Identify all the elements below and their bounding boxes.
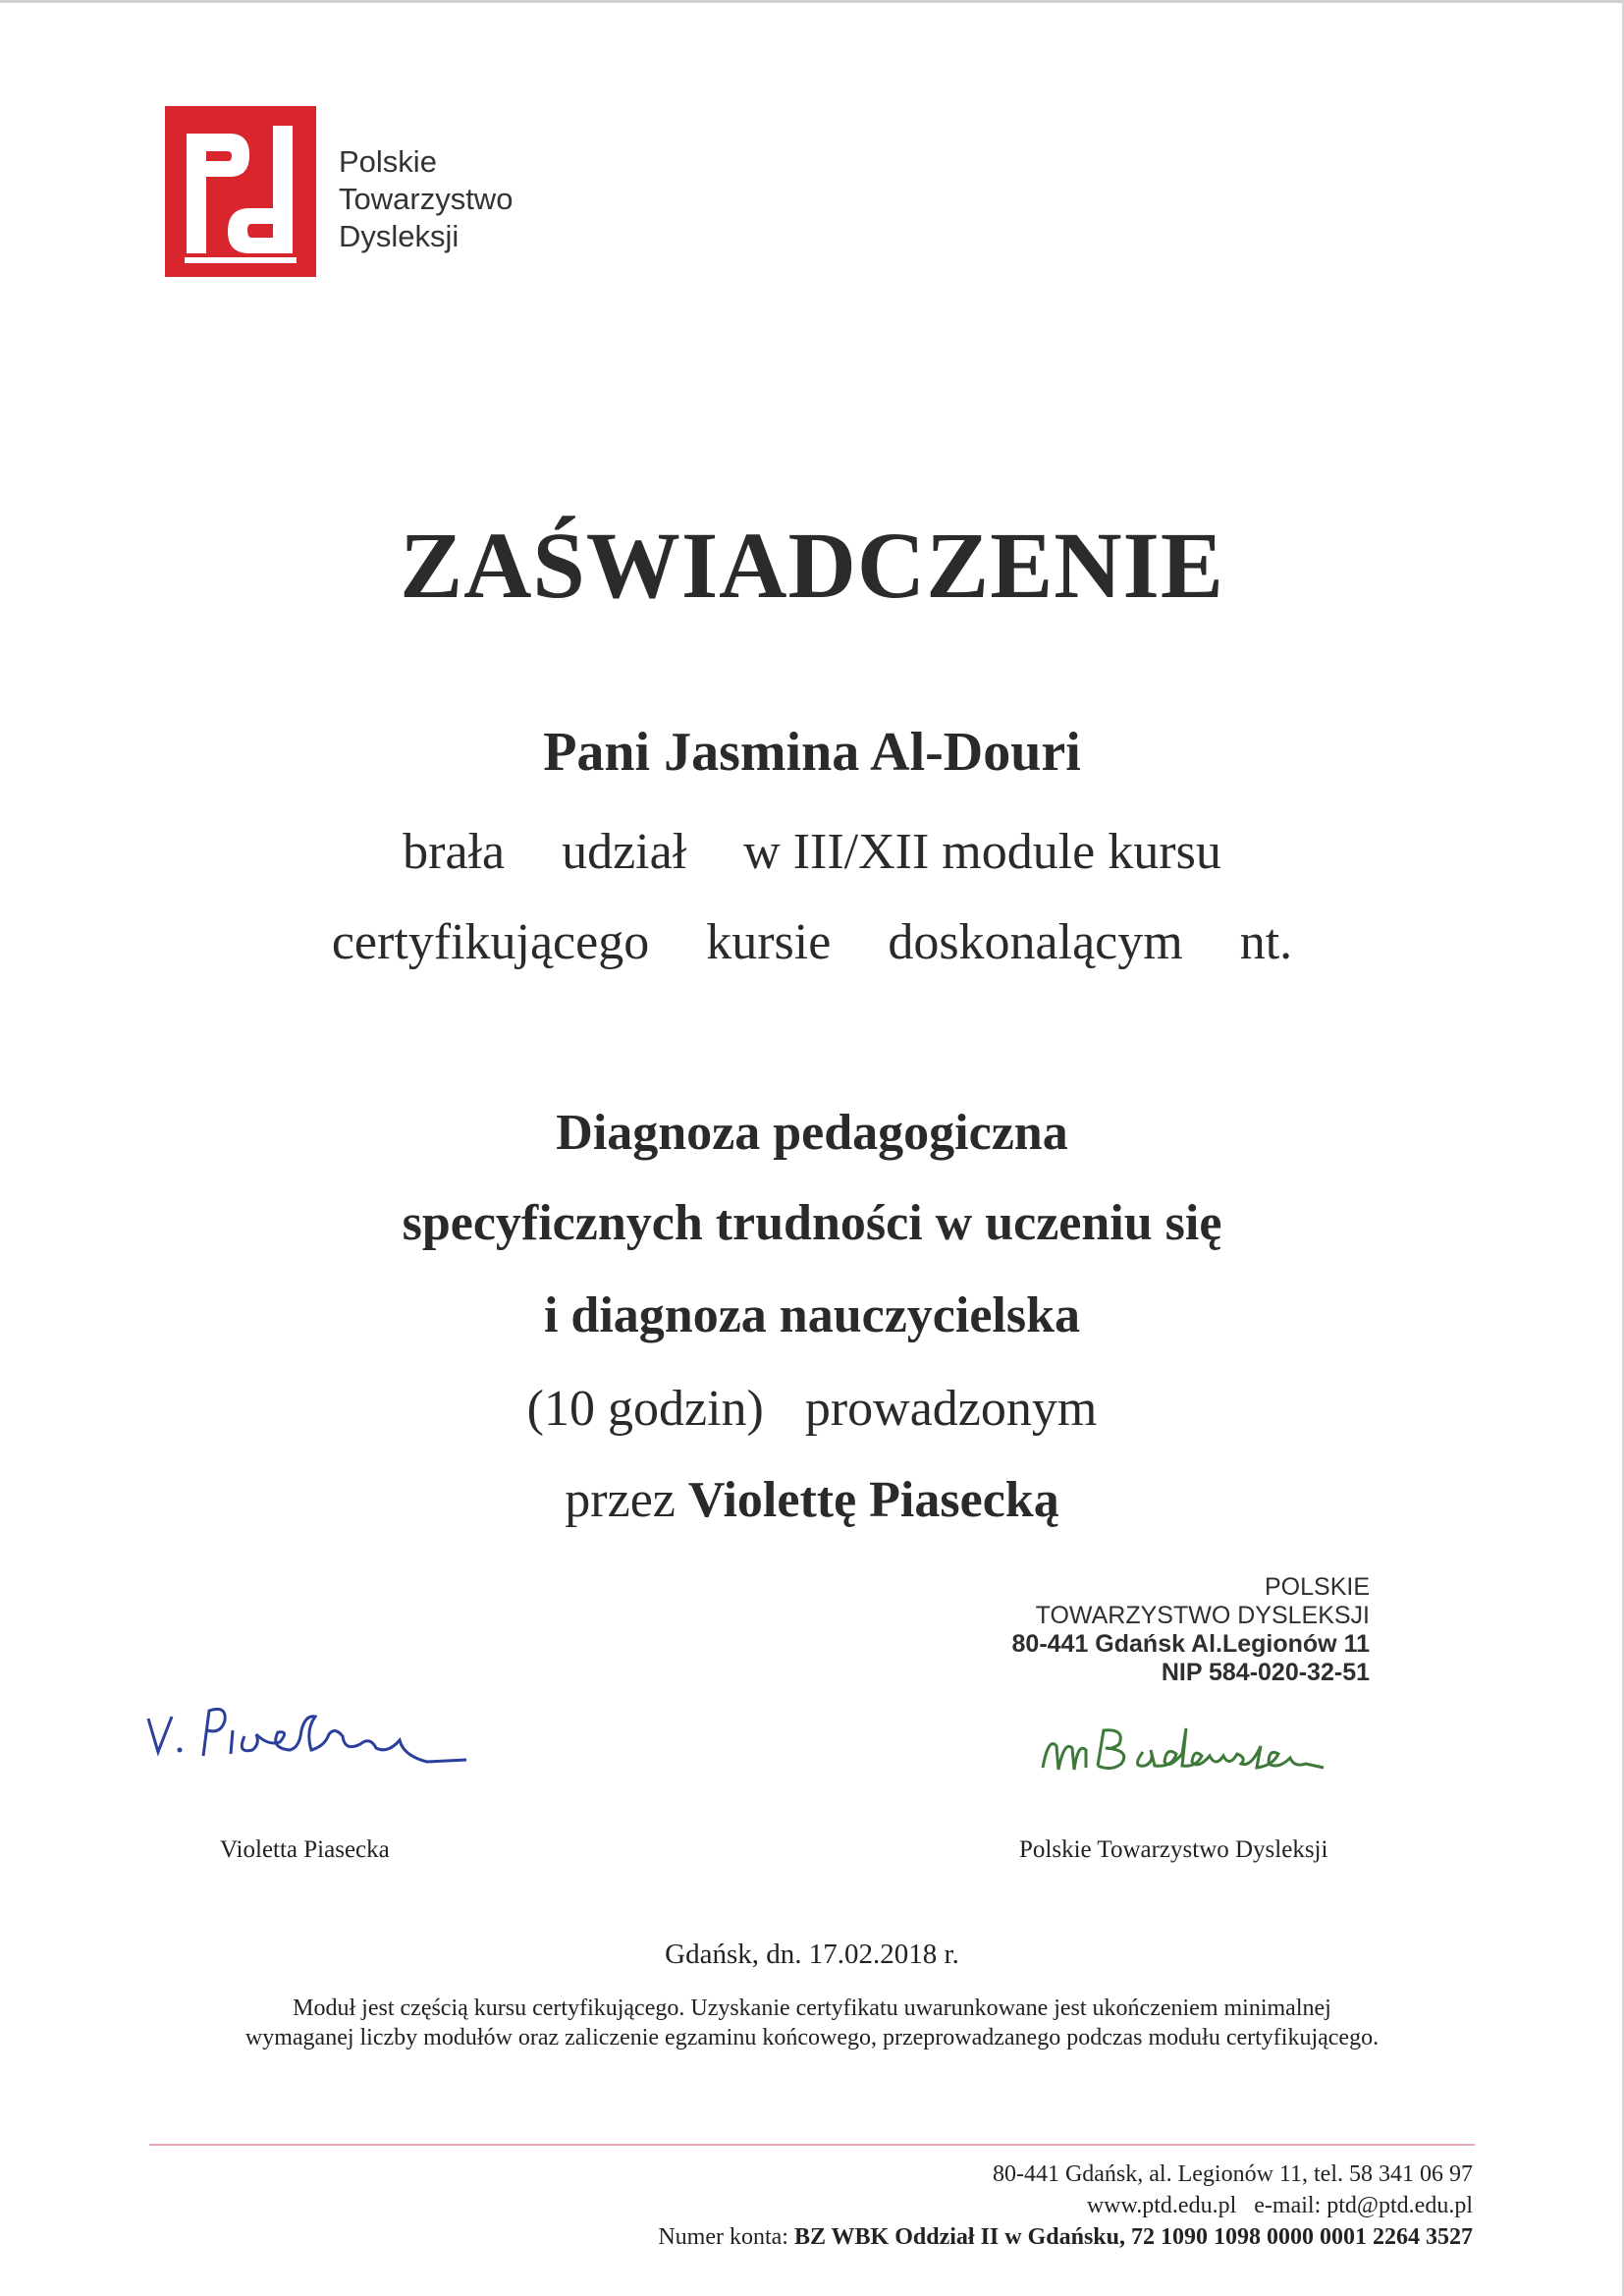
- footer-account-label: Numer konta:: [658, 2224, 788, 2250]
- footer-web-line: [550, 2190, 1473, 2221]
- body-word-6: doskonalącym: [888, 914, 1183, 970]
- footer-bank: BZ WBK Oddział II w Gdańsku,: [793, 2224, 1125, 2250]
- footer-account-line: [550, 2221, 1473, 2253]
- body-word-2: udział: [562, 824, 687, 880]
- organization-stamp: [977, 1573, 1370, 1687]
- hours-word: prowadzonym: [804, 1381, 1098, 1437]
- lecturer-name: Violettę Piasecką: [687, 1472, 1059, 1528]
- logo-wordmark: [339, 143, 513, 255]
- body-word-7: nt.: [1239, 914, 1293, 970]
- ptd-logo-icon: [165, 106, 316, 277]
- lecturer-line: [0, 1471, 1624, 1529]
- body-line-2: [0, 913, 1624, 971]
- logo-line-3: Dysleksji: [339, 219, 460, 253]
- body-word-4: certyfikującego: [331, 914, 650, 970]
- lecturer-prefix: przez: [565, 1472, 676, 1528]
- issue-date: Gdańsk, dn. 17.02.2018 r.: [665, 1939, 959, 1970]
- footer-divider: [149, 2144, 1475, 2146]
- footer-address: 80-441 Gdańsk, al. Legionów 11, tel. 58 341 06 97: [992, 2161, 1473, 2187]
- hours-count: (10 godzin): [526, 1381, 764, 1437]
- body-line-1: [0, 823, 1624, 881]
- course-title-line-3: i diagnoza nauczycielska: [543, 1287, 1081, 1343]
- logo-line-2: Towarzystwo: [339, 182, 514, 216]
- footer-account-number: 72 1090 1098 0000 0001 2264 3527: [1131, 2224, 1473, 2250]
- signature-left-image: [142, 1691, 476, 1779]
- body-word-5: kursie: [706, 914, 832, 970]
- module-note-line-2: wymaganej liczby modułów oraz zaliczenie egzaminu końcowego, przeprowadzanego podczas modułu certyfikującego.: [244, 2025, 1380, 2050]
- certificate-title: ZAŚWIADCZENIE: [400, 513, 1224, 618]
- signature-right-label: Polskie Towarzystwo Dysleksji: [1019, 1836, 1328, 1863]
- body-word-1: brała: [403, 824, 506, 880]
- footer-contact: [550, 2159, 1473, 2253]
- course-title-line-1: Diagnoza pedagogiczna: [556, 1105, 1068, 1161]
- scan-top-edge: [0, 0, 1624, 3]
- hours-line: [0, 1380, 1624, 1438]
- signature-right-image: [1029, 1707, 1373, 1795]
- logo-line-1: Polskie: [339, 144, 437, 179]
- stamp-line-1: POLSKIE: [1265, 1573, 1370, 1601]
- footer-email: e-mail: ptd@ptd.edu.pl: [1254, 2193, 1473, 2218]
- stamp-line-4: NIP 584-020-32-51: [1161, 1659, 1370, 1686]
- course-title-line-2: specyficznych trudności w uczeniu się: [402, 1195, 1222, 1251]
- module-note-line-1: Moduł jest częścią kursu certyfikującego. Uzyskanie certyfikatu uwarunkowane jest ukończeniem minimalnej: [293, 1995, 1331, 2021]
- module-note: [0, 1994, 1624, 2052]
- stamp-line-3: 80-441 Gdańsk Al.Legionów 11: [1011, 1630, 1370, 1658]
- signature-left-label: Violetta Piasecka: [220, 1836, 390, 1863]
- footer-website: www.ptd.edu.pl: [1086, 2193, 1237, 2218]
- stamp-line-2: TOWARZYSTWO DYSLEKSJI: [1035, 1602, 1370, 1629]
- recipient-name: Pani Jasmina Al-Douri: [543, 722, 1081, 783]
- body-word-3: w III/XII module kursu: [743, 824, 1221, 880]
